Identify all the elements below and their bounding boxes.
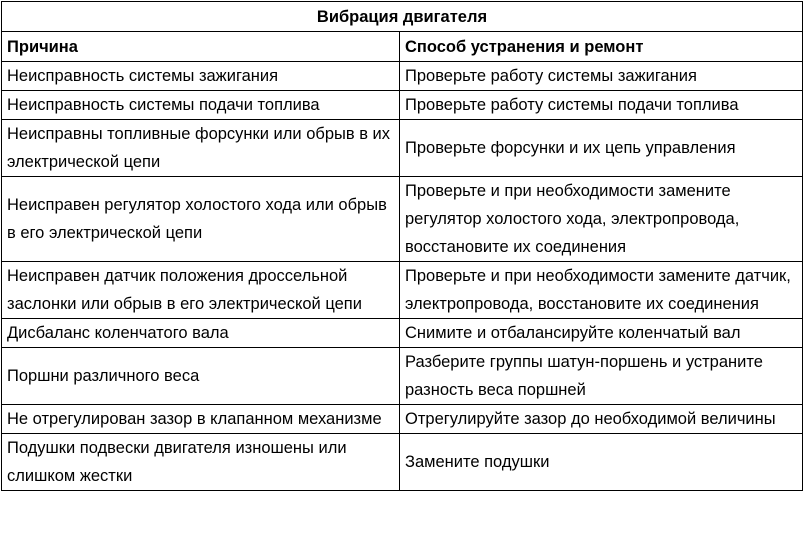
remedy-cell: Проверьте работу системы зажигания: [400, 62, 803, 91]
table-row: [2, 319, 803, 348]
remedy-cell: Проверьте и при необходимости замените датчик, электропровода, восстановите их соединения: [400, 262, 803, 319]
cause-cell: Не отрегулирован зазор в клапанном механизме: [2, 405, 400, 434]
cause-cell: Подушки подвески двигателя изношены или слишком жестки: [2, 434, 400, 491]
cause-cell: Дисбаланс коленчатого вала: [2, 319, 400, 348]
table-row: [2, 120, 803, 177]
cause-cell: Неисправен датчик положения дроссельной заслонки или обрыв в его электрической цепи: [2, 262, 400, 319]
table-row: [2, 62, 803, 91]
table-title: Вибрация двигателя: [2, 2, 803, 32]
cause-cell: Поршни различного веса: [2, 348, 400, 405]
table-header-row: [2, 32, 803, 62]
table-row: [2, 91, 803, 120]
cause-cell: Неисправность системы зажигания: [2, 62, 400, 91]
remedy-cell: Разберите группы шатун-поршень и устраните разность веса поршней: [400, 348, 803, 405]
cause-cell: Неисправен регулятор холостого хода или обрыв в его электрической цепи: [2, 177, 400, 262]
table-row: [2, 434, 803, 491]
remedy-cell: Снимите и отбалансируйте коленчатый вал: [400, 319, 803, 348]
table-row: [2, 262, 803, 319]
remedy-cell: Проверьте форсунки и их цепь управления: [400, 120, 803, 177]
column-header-remedy: Способ устранения и ремонт: [400, 32, 803, 62]
table-row: [2, 405, 803, 434]
table-row: [2, 348, 803, 405]
table-row: [2, 177, 803, 262]
engine-vibration-table: [1, 1, 803, 491]
remedy-cell: Проверьте и при необходимости замените регулятор холостого хода, электропровода, восстановите их соединения: [400, 177, 803, 262]
table-title-row: [2, 2, 803, 32]
remedy-cell: Отрегулируйте зазор до необходимой величины: [400, 405, 803, 434]
remedy-cell: Замените подушки: [400, 434, 803, 491]
column-header-cause: Причина: [2, 32, 400, 62]
remedy-cell: Проверьте работу системы подачи топлива: [400, 91, 803, 120]
cause-cell: Неисправны топливные форсунки или обрыв в их электрической цепи: [2, 120, 400, 177]
cause-cell: Неисправность системы подачи топлива: [2, 91, 400, 120]
